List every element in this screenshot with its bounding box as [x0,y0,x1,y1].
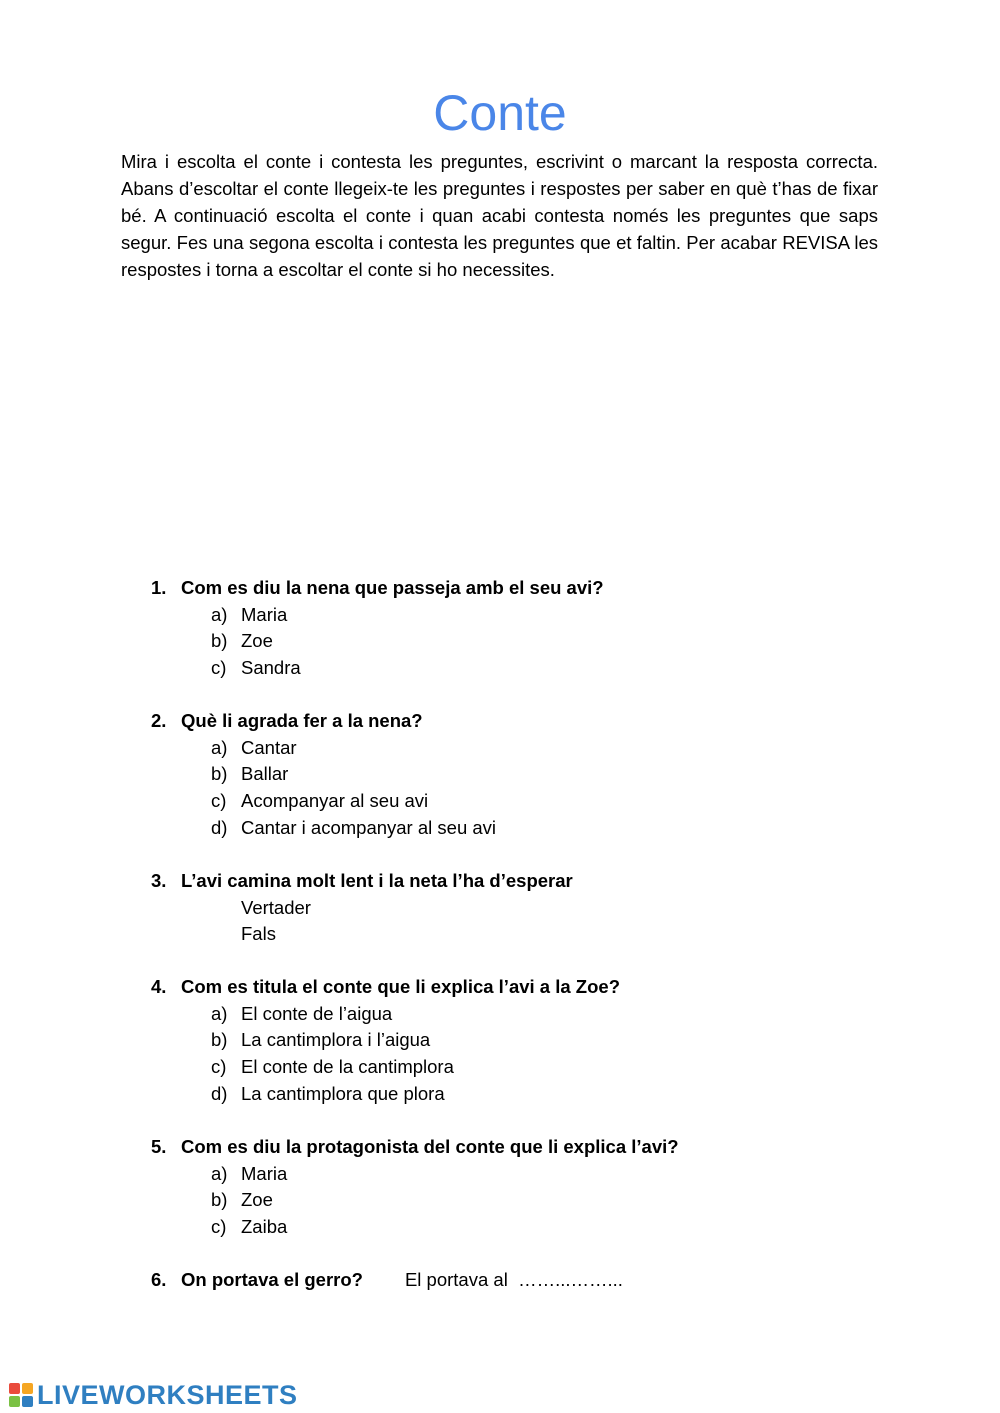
liveworksheets-logo-icon [8,1382,34,1408]
question-text: On portava el gerro? [181,1269,363,1290]
question-number: 5. [151,1136,167,1157]
question-text: Què li agrada fer a la nena? [181,710,423,731]
question-number: 4. [151,976,167,997]
option-1b[interactable]: b) Zoe [211,630,273,652]
instructions-paragraph: Mira i escolta el conte i contesta les preguntes, escrivint o marcant la resposta correcta. Abans d’escoltar el conte llegeix-te les preguntes i respostes per saber en què t’has de fixar bé. A continuació escolta el conte i quan acabi contesta només les preguntes que saps segur. Fes una segona escolta i contesta les preguntes que et faltin. Per acabar REVISA les respostes i torna a escoltar el conte si ho necessites. [121,151,878,280]
option-1c[interactable]: c) Sandra [211,657,301,679]
option-4c[interactable]: c) El conte de la cantimplora [211,1056,454,1078]
question-4 [151,974,620,1108]
question-number: 2. [151,710,167,731]
option-2c[interactable]: c) Acompanyar al seu avi [211,790,429,812]
option-false[interactable]: Fals [241,923,276,945]
question-3 [151,868,573,948]
question-text: Com es diu la protagonista del conte que li explica l’avi? [181,1136,679,1157]
option-true[interactable]: Vertader [241,896,311,918]
option-1a[interactable]: a) Maria [211,603,288,625]
question-text: Com es diu la nena que passeja amb el seu avi? [181,577,604,598]
option-2d[interactable]: d) Cantar i acompanyar al seu avi [211,816,497,838]
option-5b[interactable]: b) Zoe [211,1189,273,1211]
option-5c[interactable]: c) Zaiba [211,1216,288,1238]
question-5 [151,1134,679,1241]
question-number: 6. [151,1269,167,1290]
option-4a[interactable]: a) El conte de l’aigua [211,1002,393,1024]
answer-blank-input[interactable]: ……...……... [518,1269,623,1290]
option-2b[interactable]: b) Ballar [211,763,289,785]
brand-name: LIVEWORKSHEETS [37,1379,298,1410]
question-5-heading [151,1134,679,1161]
liveworksheets-footer [8,1378,298,1412]
question-4-heading [151,974,620,1001]
question-text: L’avi camina molt lent i la neta l’ha d’esperar [181,870,573,891]
answer-prompt: El portava al [404,1269,508,1290]
option-4b[interactable]: b) La cantimplora i l’aigua [211,1029,431,1051]
question-2-heading [151,708,496,735]
question-number: 3. [151,870,167,891]
question-6 [151,1267,623,1294]
question-3-heading [151,868,573,895]
question-number: 1. [151,577,167,598]
question-6-heading [151,1267,623,1294]
option-5a[interactable]: a) Maria [211,1162,288,1184]
question-1 [151,575,604,682]
option-4d[interactable]: d) La cantimplora que plora [211,1082,445,1104]
question-text: Com es titula el conte que li explica l’avi a la Zoe? [181,976,620,997]
page-title: Conte [433,85,567,141]
option-2a[interactable]: a) Cantar [211,736,297,758]
question-2 [151,708,496,842]
question-1-heading [151,575,604,602]
